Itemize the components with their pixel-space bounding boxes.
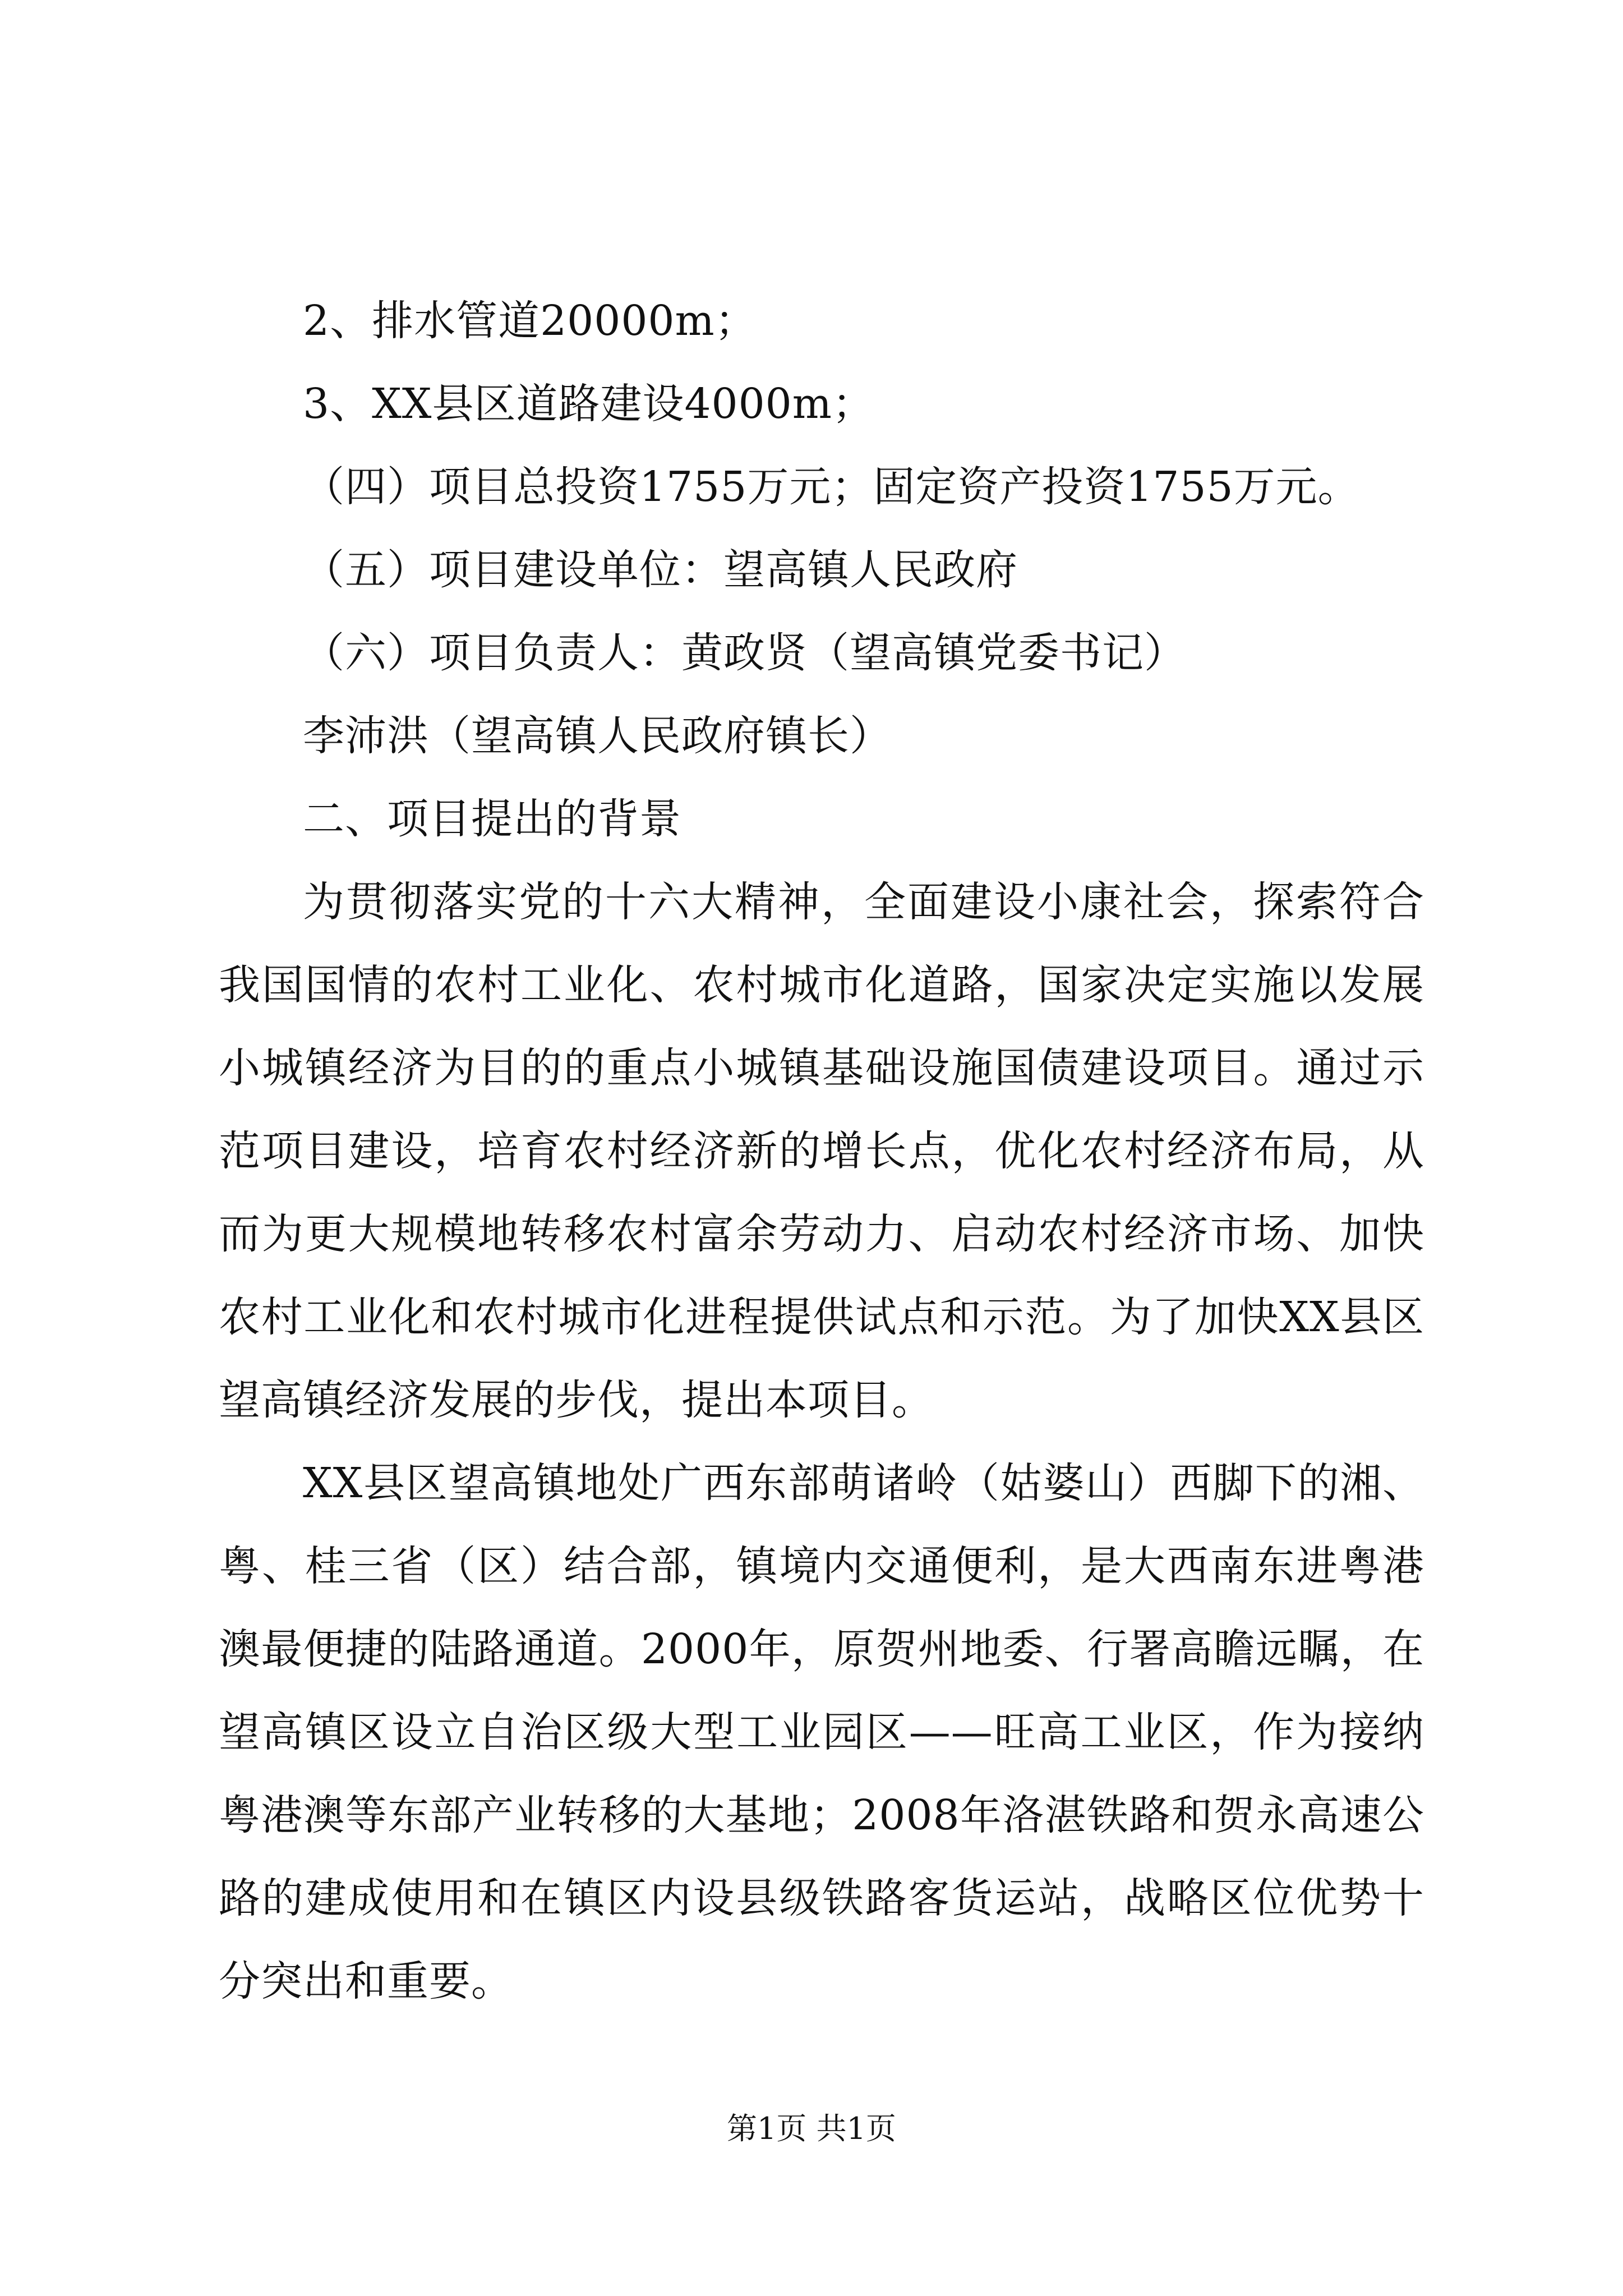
item-drainage-pipe: 2、排水管道20000m； <box>303 297 757 345</box>
document-body <box>219 279 1424 2023</box>
page-footer: 第1页 共1页 <box>727 2111 896 2146</box>
project-leader-second: 李沛洪（望高镇人民政府镇长） <box>303 712 892 760</box>
paragraph-background-2: XX县区望高镇地处广西东部萌诸岭（姑婆山）西脚下的湘、粤、桂三省（区）结合部，镇境内交通便利，是大西南东进粤港澳最便捷的陆路通道。2000年，原贺州地委、行署高瞻远瞩，在望高镇区设立自治区级大型工业园区——旺高工业区，作为接纳粤港澳等东部产业转移的大基地；2008年洛湛铁路和贺永高速公路的建成使用和在镇区内设县级铁路客货运站，战略区位优势十分突出和重要。 <box>219 1459 1424 2005</box>
section-total-investment: （四）项目总投资1755万元；固定资产投资1755万元。 <box>303 463 1360 511</box>
section-project-leader: （六）项目负责人：黄政贤（望高镇党委书记） <box>303 629 1186 677</box>
item-road-construction: 3、XX县区道路建设4000m； <box>303 380 874 428</box>
section-construction-unit: （五）项目建设单位：望高镇人民政府 <box>303 546 1018 594</box>
section-heading-background: 二、项目提出的背景 <box>303 795 681 843</box>
paragraph-background-1: 为贯彻落实党的十六大精神，全面建设小康社会，探索符合我国国情的农村工业化、农村城市化道路，国家决定实施以发展小城镇经济为目的的重点小城镇基础设施国债建设项目。通过示范项目建设，培育农村经济新的增长点，优化农村经济布局，从而为更大规模地转移农村富余劳动力、启动农村经济市场、加快农村工业化和农村城市化进程提供试点和示范。为了加快XX县区望高镇经济发展的步伐，提出本项目。 <box>219 878 1424 1424</box>
